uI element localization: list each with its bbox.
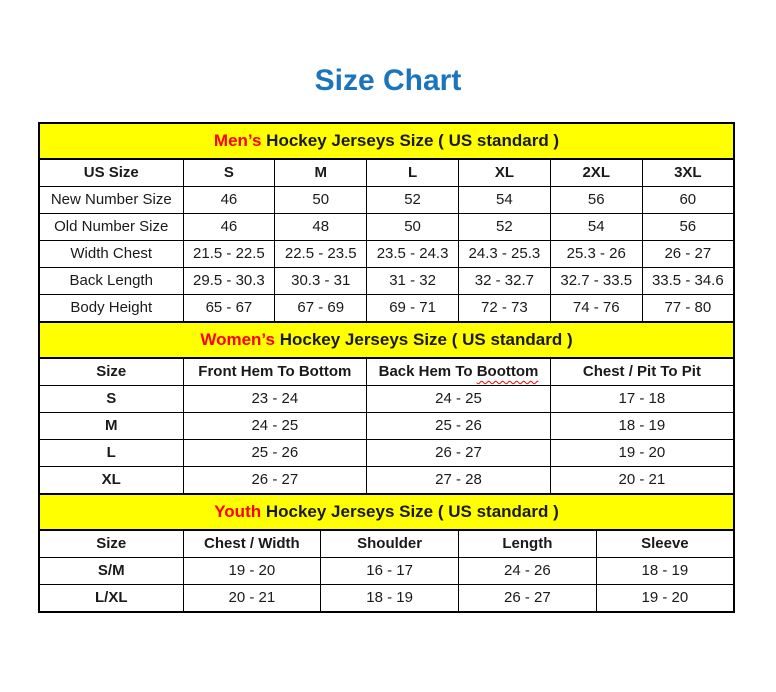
womens-cell: 24 - 25 (367, 386, 551, 413)
table-row (39, 558, 734, 585)
back-hem-prefix: Back Hem To (378, 362, 477, 380)
youth-cell: 16 - 17 (321, 558, 459, 585)
womens-row-label: S (39, 386, 183, 413)
mens-col-header-m: M (275, 159, 367, 187)
womens-col-header-chest: Chest / Pit To Pit (550, 358, 734, 386)
womens-cell: 20 - 21 (550, 467, 734, 495)
mens-row-label: Back Length (39, 268, 183, 295)
youth-cell: 26 - 27 (459, 585, 597, 613)
youth-banner-text: Hockey Jerseys Size ( US standard ) (261, 501, 559, 521)
youth-section-banner (39, 494, 734, 530)
table-row (39, 295, 734, 323)
womens-cell: 27 - 28 (367, 467, 551, 495)
mens-col-header-2xl: 2XL (550, 159, 642, 187)
youth-size-table (38, 493, 735, 613)
table-row (39, 187, 734, 214)
mens-cell: 23.5 - 24.3 (367, 241, 459, 268)
table-row (39, 467, 734, 495)
youth-cell: 18 - 19 (596, 558, 734, 585)
womens-cell: 24 - 25 (183, 413, 367, 440)
mens-cell: 74 - 76 (550, 295, 642, 323)
womens-row-label: L (39, 440, 183, 467)
youth-cell: 18 - 19 (321, 585, 459, 613)
table-row (39, 241, 734, 268)
mens-cell: 25.3 - 26 (550, 241, 642, 268)
mens-cell: 22.5 - 23.5 (275, 241, 367, 268)
mens-row-label: Body Height (39, 295, 183, 323)
mens-col-header-3xl: 3XL (642, 159, 734, 187)
mens-cell: 26 - 27 (642, 241, 734, 268)
mens-cell: 56 (550, 187, 642, 214)
mens-cell: 72 - 73 (458, 295, 550, 323)
youth-col-header-chest-width: Chest / Width (183, 530, 321, 558)
table-row (39, 585, 734, 613)
mens-header-row (39, 159, 734, 187)
size-chart-tables (38, 122, 735, 613)
mens-cell: 21.5 - 22.5 (183, 241, 275, 268)
youth-col-header-sleeve: Sleeve (596, 530, 734, 558)
womens-cell: 25 - 26 (367, 413, 551, 440)
mens-row-label: Old Number Size (39, 214, 183, 241)
mens-cell: 29.5 - 30.3 (183, 268, 275, 295)
youth-header-row (39, 530, 734, 558)
mens-cell: 46 (183, 214, 275, 241)
mens-cell: 52 (367, 187, 459, 214)
youth-col-header-shoulder: Shoulder (321, 530, 459, 558)
youth-col-header-length: Length (459, 530, 597, 558)
table-row (39, 413, 734, 440)
mens-cell: 56 (642, 214, 734, 241)
youth-row-label: L/XL (39, 585, 183, 613)
mens-col-header-us-size: US Size (39, 159, 183, 187)
womens-col-header-front-hem: Front Hem To Bottom (183, 358, 367, 386)
page-title: Size Chart (314, 64, 462, 97)
mens-banner-highlight: Men’s (213, 130, 262, 150)
table-row (39, 386, 734, 413)
mens-cell: 54 (550, 214, 642, 241)
mens-cell: 48 (275, 214, 367, 241)
mens-cell: 32 - 32.7 (458, 268, 550, 295)
womens-row-label: XL (39, 467, 183, 495)
mens-row-label: Width Chest (39, 241, 183, 268)
womens-col-header-back-hem (367, 358, 551, 386)
mens-col-header-l: L (367, 159, 459, 187)
womens-banner-row (39, 322, 734, 358)
youth-cell: 24 - 26 (459, 558, 597, 585)
mens-section-banner (39, 123, 734, 159)
back-hem-misspelled-word: Boottom (476, 362, 539, 380)
mens-cell: 24.3 - 25.3 (458, 241, 550, 268)
youth-cell: 20 - 21 (183, 585, 321, 613)
youth-row-label: S/M (39, 558, 183, 585)
mens-cell: 77 - 80 (642, 295, 734, 323)
youth-banner-row (39, 494, 734, 530)
mens-cell: 50 (275, 187, 367, 214)
youth-cell: 19 - 20 (596, 585, 734, 613)
table-row (39, 268, 734, 295)
mens-cell: 54 (458, 187, 550, 214)
mens-cell: 33.5 - 34.6 (642, 268, 734, 295)
youth-banner-highlight: Youth (214, 501, 262, 521)
womens-header-row (39, 358, 734, 386)
mens-row-label: New Number Size (39, 187, 183, 214)
womens-row-label: M (39, 413, 183, 440)
mens-cell: 31 - 32 (367, 268, 459, 295)
mens-cell: 52 (458, 214, 550, 241)
womens-banner-highlight: Women’s (200, 329, 275, 349)
womens-cell: 19 - 20 (550, 440, 734, 467)
womens-col-header-size: Size (39, 358, 183, 386)
mens-cell: 60 (642, 187, 734, 214)
table-row (39, 214, 734, 241)
womens-cell: 25 - 26 (183, 440, 367, 467)
womens-banner-text: Hockey Jerseys Size ( US standard ) (274, 329, 573, 349)
womens-cell: 17 - 18 (550, 386, 734, 413)
mens-cell: 67 - 69 (275, 295, 367, 323)
womens-section-banner (39, 322, 734, 358)
youth-cell: 19 - 20 (183, 558, 321, 585)
mens-banner-text: Hockey Jerseys Size ( US standard ) (261, 130, 560, 150)
womens-size-table (38, 321, 735, 495)
youth-col-header-size: Size (39, 530, 183, 558)
mens-cell: 32.7 - 33.5 (550, 268, 642, 295)
table-row (39, 440, 734, 467)
mens-banner-row (39, 123, 734, 159)
mens-col-header-s: S (183, 159, 275, 187)
mens-cell: 30.3 - 31 (275, 268, 367, 295)
mens-cell: 65 - 67 (183, 295, 275, 323)
mens-cell: 46 (183, 187, 275, 214)
womens-cell: 23 - 24 (183, 386, 367, 413)
mens-size-table (38, 122, 735, 323)
mens-cell: 69 - 71 (367, 295, 459, 323)
mens-cell: 50 (367, 214, 459, 241)
womens-cell: 18 - 19 (550, 413, 734, 440)
womens-cell: 26 - 27 (183, 467, 367, 495)
mens-col-header-xl: XL (458, 159, 550, 187)
womens-cell: 26 - 27 (367, 440, 551, 467)
